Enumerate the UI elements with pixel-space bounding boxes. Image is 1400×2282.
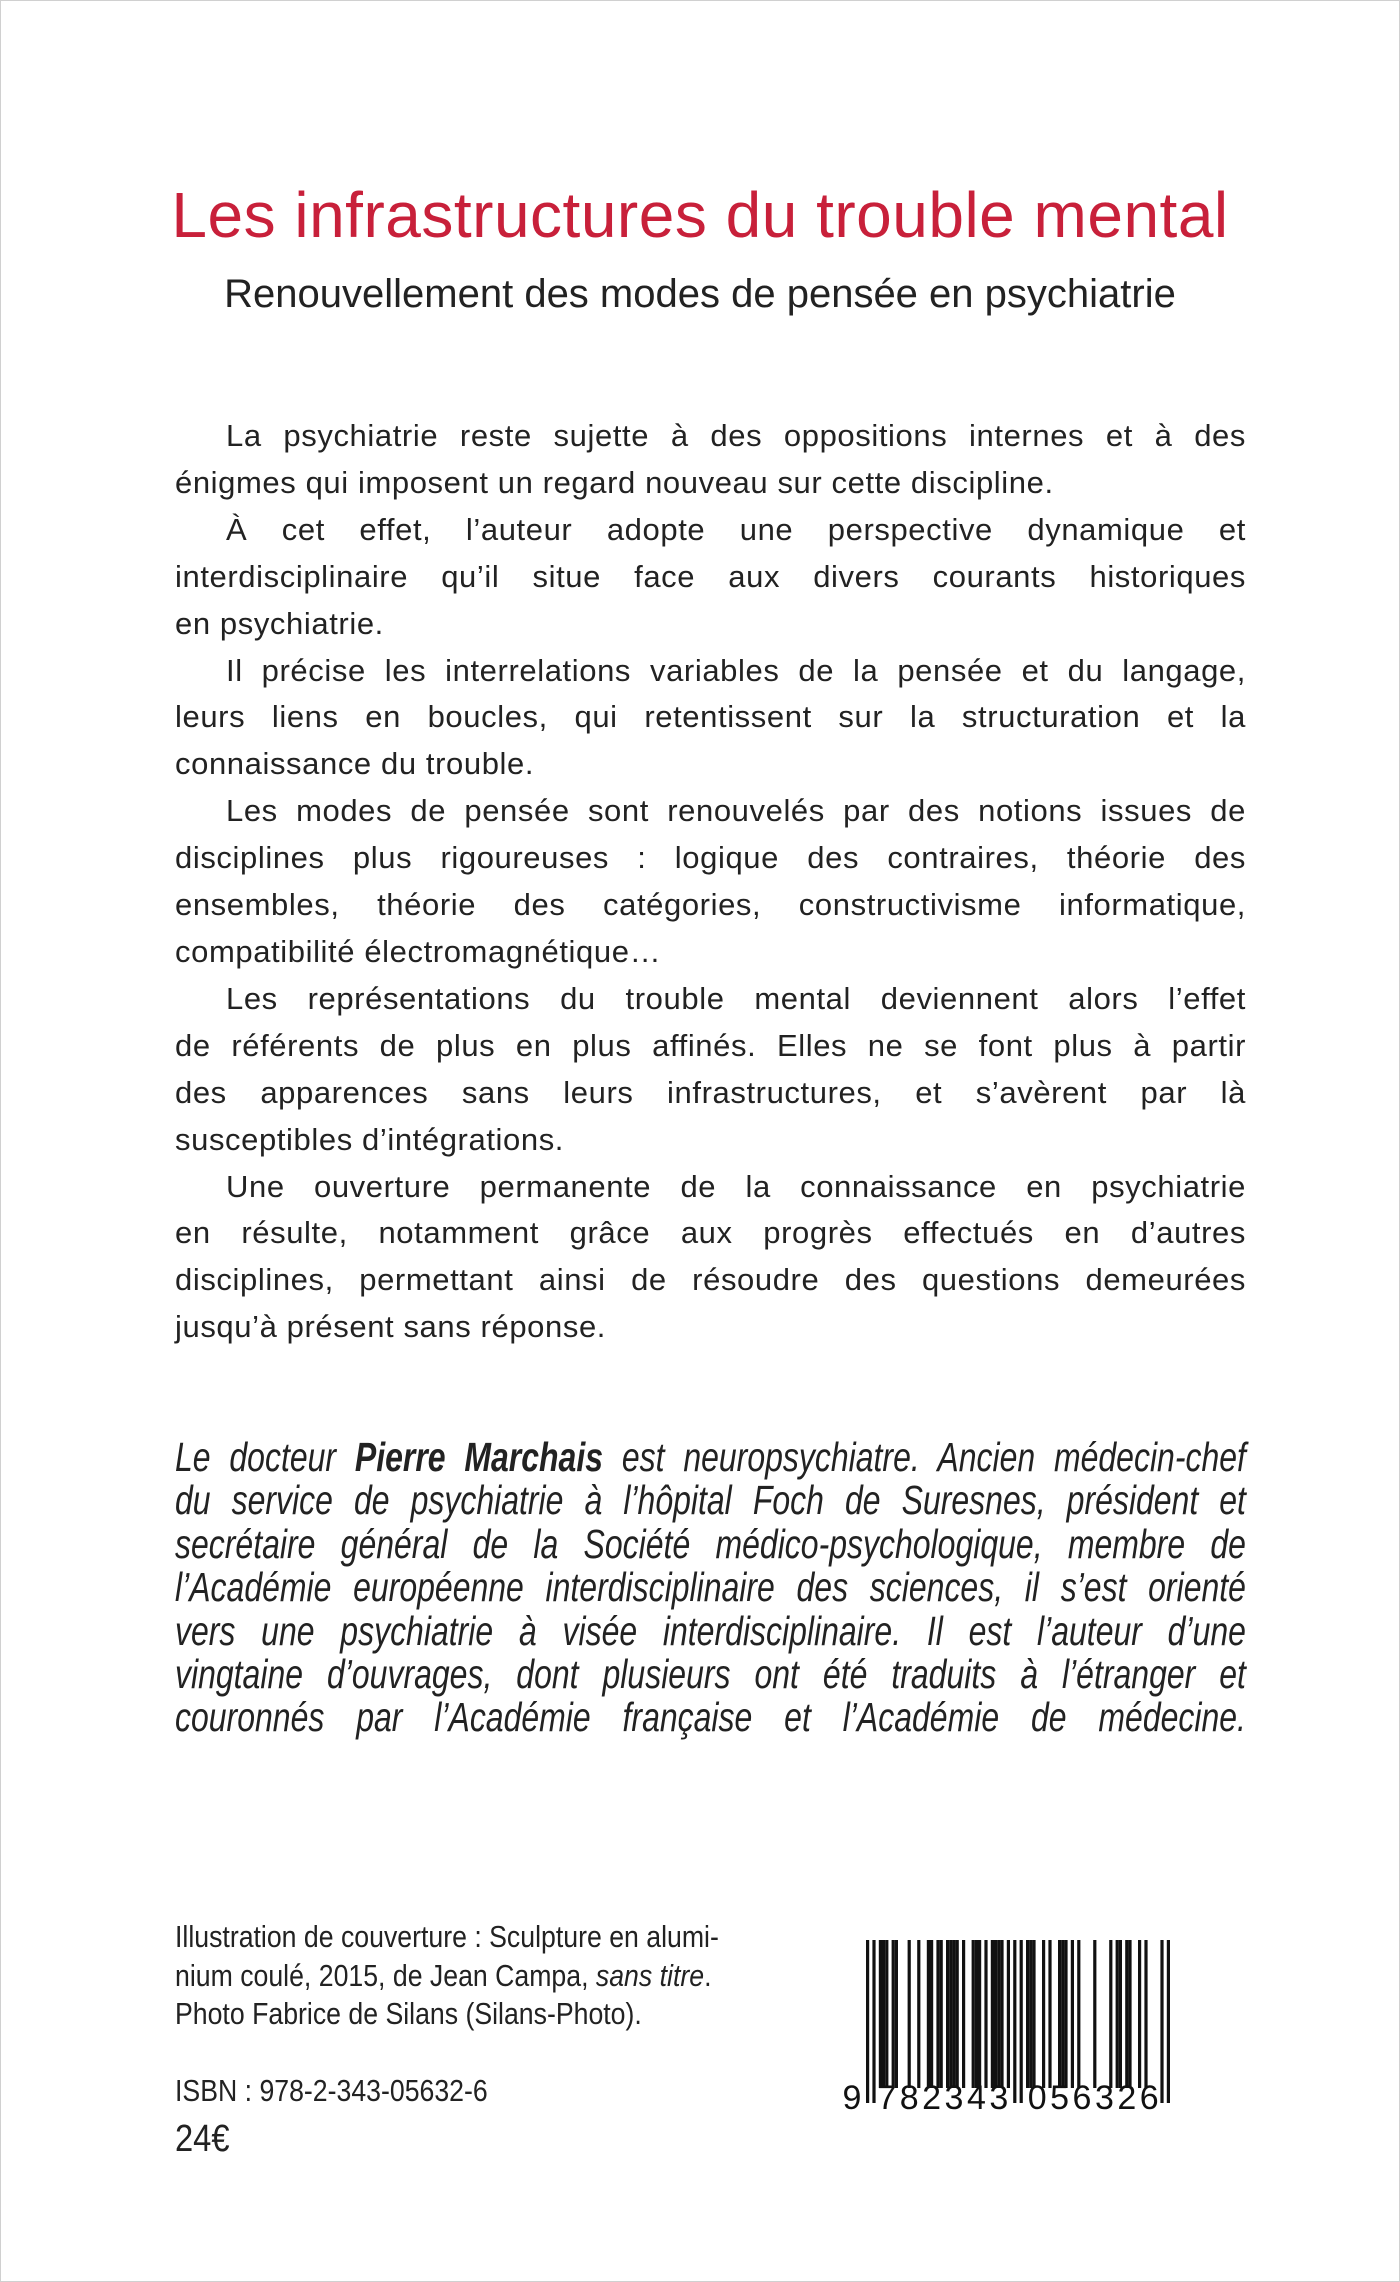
summary-line: ensembles, théorie des catégories, constructivisme informatique, bbox=[175, 887, 1246, 923]
barcode-digit: 0 bbox=[1027, 2079, 1047, 2115]
book-title: Les infrastructures du trouble mental bbox=[171, 179, 1229, 251]
barcode-bar bbox=[962, 1940, 965, 2088]
barcode-bar bbox=[956, 1940, 959, 2088]
credits-prefix: nium coulé, 2015, de Jean Campa, bbox=[175, 1957, 596, 1993]
summary-line: compatibilité électromagnétique… bbox=[175, 933, 662, 969]
barcode-bar bbox=[1109, 1940, 1112, 2088]
barcode bbox=[840, 1935, 1185, 2115]
barcode-bar bbox=[1116, 1940, 1119, 2088]
summary-line: leurs liens en boucles, qui retentissent sur la structuration et la bbox=[175, 699, 1246, 735]
barcode-digit: 8 bbox=[899, 2079, 919, 2115]
barcode-bar bbox=[991, 1940, 994, 2088]
barcode-bar bbox=[1128, 1940, 1131, 2088]
barcode-bar bbox=[1032, 1940, 1035, 2088]
barcode-bar bbox=[1125, 1940, 1128, 2088]
artwork-title: sans titre bbox=[595, 1957, 705, 1993]
barcode-digit: 3 bbox=[1094, 2079, 1114, 2115]
bio-line: couronnés par l’Académie française et l’Académie de médecine. bbox=[175, 1694, 1246, 1741]
barcode-bar bbox=[917, 1940, 920, 2088]
bio-line: du service de psychiatrie à l’hôpital Foch de Suresnes, président et bbox=[175, 1477, 1246, 1524]
barcode-bar bbox=[892, 1940, 895, 2088]
barcode-bar bbox=[1042, 1940, 1045, 2088]
barcode-digit: 4 bbox=[966, 2079, 986, 2115]
barcode-bar bbox=[949, 1940, 952, 2088]
summary-line: La psychiatrie reste sujette à des oppositions internes et à des bbox=[226, 418, 1246, 453]
summary-text bbox=[175, 413, 1246, 1351]
summary-line: connaissance du trouble. bbox=[175, 746, 535, 782]
barcode-bar bbox=[872, 1940, 875, 2103]
summary-line: en résulte, notamment grâce aux progrès effectués en d’autres bbox=[175, 1215, 1246, 1251]
summary-line: jusqu’à présent sans réponse. bbox=[175, 1309, 606, 1345]
barcode-bar bbox=[1144, 1940, 1147, 2088]
barcode-bar bbox=[946, 1940, 949, 2088]
barcode-bar bbox=[908, 1940, 911, 2088]
summary-line: disciplines plus rigoureuses : logique des contraires, théorie des bbox=[175, 840, 1246, 876]
barcode-digit: 9 bbox=[842, 2079, 862, 2115]
barcode-bar bbox=[1013, 1940, 1016, 2103]
summary-line: de référents de plus en plus affinés. Elles ne se font plus à partir bbox=[175, 1027, 1246, 1063]
bio-line: secrétaire général de la Société médico-psychologique, membre de bbox=[175, 1520, 1246, 1567]
barcode-bar bbox=[972, 1940, 975, 2088]
barcode-bar bbox=[927, 1940, 930, 2088]
barcode-bar bbox=[1061, 1940, 1064, 2088]
summary-line: Il précise les interrelations variables de la pensée et du langage, bbox=[226, 652, 1246, 688]
barcode-digit: 3 bbox=[989, 2079, 1009, 2115]
barcode-bar bbox=[1048, 1940, 1051, 2088]
summary-line: susceptibles d’intégrations. bbox=[175, 1121, 565, 1157]
summary-line: Les représentations du trouble mental deviennent alors l’effet bbox=[226, 980, 1246, 1016]
barcode-bar bbox=[936, 1940, 939, 2088]
barcode-bar bbox=[978, 1940, 981, 2088]
barcode-digit: 5 bbox=[1050, 2079, 1070, 2115]
barcode-bar bbox=[1093, 1940, 1096, 2088]
barcode-bar bbox=[1071, 1940, 1074, 2088]
bio-prefix: Le docteur bbox=[175, 1434, 355, 1480]
summary-line: À cet effet, l’auteur adopte une perspective dynamique et bbox=[226, 511, 1246, 547]
barcode-bar bbox=[994, 1940, 997, 2088]
summary-line: disciplines, permettant ainsi de résoudre des questions demeurées bbox=[175, 1262, 1246, 1298]
barcode-digit: 6 bbox=[1139, 2079, 1159, 2115]
barcode-bar bbox=[879, 1940, 882, 2088]
barcode-digit: 7 bbox=[877, 2079, 897, 2115]
barcode-bar bbox=[975, 1940, 978, 2088]
barcode-bar bbox=[1077, 1940, 1080, 2088]
barcode-bar bbox=[1026, 1940, 1029, 2088]
barcode-bar bbox=[1119, 1940, 1122, 2088]
summary-line: énigmes qui imposent un regard nouveau sur cette discipline. bbox=[175, 464, 1054, 500]
barcode-digit: 2 bbox=[1117, 2079, 1137, 2115]
cover-credits bbox=[175, 1918, 829, 2034]
barcode-bar bbox=[1020, 1940, 1023, 2103]
book-subtitle: Renouvellement des modes de pensée en psychiatrie bbox=[224, 272, 1176, 316]
barcode-bar bbox=[1138, 1940, 1141, 2088]
barcode-digit: 2 bbox=[922, 2079, 942, 2115]
barcode-bar bbox=[1000, 1940, 1003, 2088]
author-bio bbox=[175, 1436, 1246, 1740]
summary-line: Une ouverture permanente de la connaissance en psychiatrie bbox=[226, 1168, 1246, 1204]
barcode-bar bbox=[952, 1940, 955, 2088]
barcode-bar bbox=[930, 1940, 933, 2088]
summary-line: interdisciplinaire qu’il situe face aux divers courants historiques bbox=[175, 558, 1246, 594]
credits-suffix: . bbox=[704, 1957, 712, 1993]
bio-line: l’Académie européenne interdisciplinaire des sciences, il s’est orienté bbox=[175, 1564, 1246, 1611]
summary-line: des apparences sans leurs infrastructures, et s’avèrent par là bbox=[175, 1074, 1246, 1110]
price: 24€ bbox=[175, 2118, 230, 2160]
bio-line: vingtaine d’ouvrages, dont plusieurs ont été traduits à l’étranger et bbox=[175, 1651, 1246, 1698]
barcode-bar bbox=[1160, 1940, 1163, 2103]
barcode-bar bbox=[1167, 1940, 1170, 2103]
barcode-bar bbox=[940, 1940, 943, 2088]
barcode-bar bbox=[1064, 1940, 1067, 2088]
summary-line: Les modes de pensée sont renouvelés par des notions issues de bbox=[226, 793, 1246, 829]
barcode-bar bbox=[1029, 1940, 1032, 2088]
barcode-bar bbox=[866, 1940, 869, 2103]
isbn: ISBN : 978-2-343-05632-6 bbox=[175, 2073, 488, 2108]
credits-line: Illustration de couverture : Sculpture en alumi- bbox=[175, 1919, 719, 1954]
barcode-bar bbox=[885, 1940, 888, 2088]
summary-line: en psychiatrie. bbox=[175, 605, 384, 641]
barcode-digit: 6 bbox=[1072, 2079, 1092, 2115]
bio-line bbox=[175, 1436, 1246, 1479]
barcode-digit: 3 bbox=[944, 2079, 964, 2115]
author-name: Pierre Marchais bbox=[354, 1434, 604, 1480]
barcode-bar bbox=[1058, 1940, 1061, 2088]
barcode-bar bbox=[997, 1940, 1000, 2088]
bio-suffix: est neuropsychiatre. Ancien médecin-chef bbox=[603, 1434, 1246, 1480]
bio-line: vers une psychiatrie à visée interdisciplinaire. Il est l’auteur d’une bbox=[175, 1607, 1246, 1654]
credits-line bbox=[175, 1957, 829, 1996]
barcode-bar bbox=[882, 1940, 885, 2088]
barcode-bar bbox=[984, 1940, 987, 2088]
barcode-bar bbox=[1007, 1940, 1010, 2088]
barcode-bar bbox=[895, 1940, 898, 2088]
credits-line: Photo Fabrice de Silans (Silans-Photo). bbox=[175, 1996, 642, 2031]
